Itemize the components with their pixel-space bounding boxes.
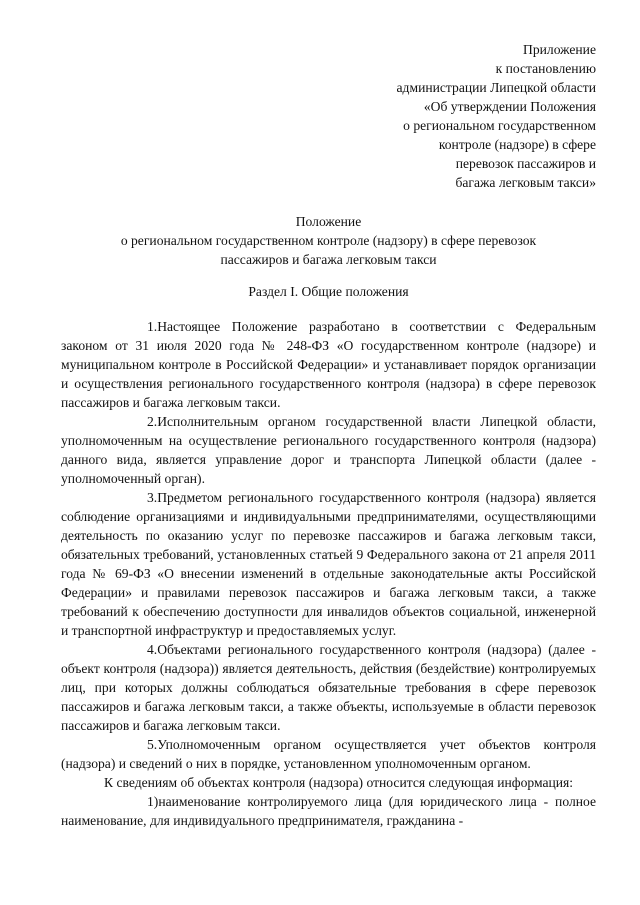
approval-line: багажа легковым такси»: [455, 175, 596, 190]
paragraph-text: наименование контролируемого лица (для юридического лица - полное наименование, для индивидуального предпринимателя, гражданина -: [61, 794, 596, 828]
paragraph-number: 4.: [147, 642, 158, 657]
document-body: [61, 317, 596, 830]
approval-line: Приложение: [523, 42, 596, 57]
paragraph: [61, 640, 596, 735]
approval-line: «Об утверждении Положения: [423, 99, 596, 114]
document-title: [61, 212, 596, 269]
approval-line: перевозок пассажиров и: [455, 156, 596, 171]
approval-block: [336, 40, 596, 192]
paragraph-number: 1): [147, 794, 159, 809]
paragraph-number: 2.: [147, 414, 158, 429]
approval-line: о региональном государственном: [403, 118, 596, 133]
paragraph: [61, 412, 596, 488]
paragraph: [61, 488, 596, 640]
paragraph: [61, 735, 596, 773]
title-line: пассажиров и багажа легковым такси: [220, 252, 437, 267]
section-heading: Раздел I. Общие положения: [248, 284, 409, 299]
paragraph: [61, 773, 596, 792]
paragraph-number: 5.: [147, 737, 158, 752]
paragraph-text: К сведениям об объектах контроля (надзора) относится следующая информация:: [104, 775, 574, 790]
paragraph-text: Исполнительным органом государственной власти Липецкой области, уполномоченным на осуществление регионального государственного контроля (надзора) данного вида, является управление дорог и транспорта Липецкой области (далее - уполномоченный орган).: [61, 414, 596, 486]
paragraph: [61, 792, 596, 830]
paragraph-number: 1.: [147, 319, 158, 334]
title-line: Положение: [295, 214, 362, 229]
paragraph-text: Предметом регионального государственного контроля (надзора) является соблюдение организациями и индивидуальными предпринимателями, осуществляющими деятельность по оказанию услуг по перевозке пассажиров и багажа легковым такси, обязательных требований, установленных статьей 9 Федерального закона от 21 апреля 2011 года № 69-ФЗ «О внесении изменений в отдельные законодательные акты Российской Федерации» и правилами перевозок пассажиров и багажа легковым такси, а также требований к обеспечению доступности для инвалидов объектов социальной, инженерной и транспортной инфраструктур и предоставляемых услуг.: [61, 490, 596, 638]
paragraph-text: Уполномоченным органом осуществляется учет объектов контроля (надзора) и сведений о них в порядке, установленном уполномоченным органом.: [61, 737, 596, 771]
paragraph-text: Объектами регионального государственного контроля (надзора) (далее - объект контроля (надзора)) является деятельность, действия (бездействие) контролируемых лиц, при которых должны соблюдаться обязательные требования в сфере перевозок пассажиров и багажа легковым такси, а также объекты, используемые в области перевозок пассажиров и багажа легковым такси.: [61, 642, 596, 733]
approval-line: администрации Липецкой области: [396, 80, 596, 95]
paragraph: [61, 317, 596, 412]
paragraph-number: 3.: [147, 490, 158, 505]
paragraph-text: Настоящее Положение разработано в соответствии с Федеральным законом от 31 июля 2020 года № 248-ФЗ «О государственном контроле (надзоре) и муниципальном контроле в Российской Федерации» и устанавливает порядок организации и осуществления регионального государственного контроля (надзора) в сфере перевозок пассажиров и багажа легковым такси.: [61, 319, 596, 410]
title-line: о региональном государственном контроле (надзору) в сфере перевозок: [120, 233, 537, 248]
approval-line: к постановлению: [495, 61, 596, 76]
approval-line: контроле (надзоре) в сфере: [438, 137, 596, 152]
